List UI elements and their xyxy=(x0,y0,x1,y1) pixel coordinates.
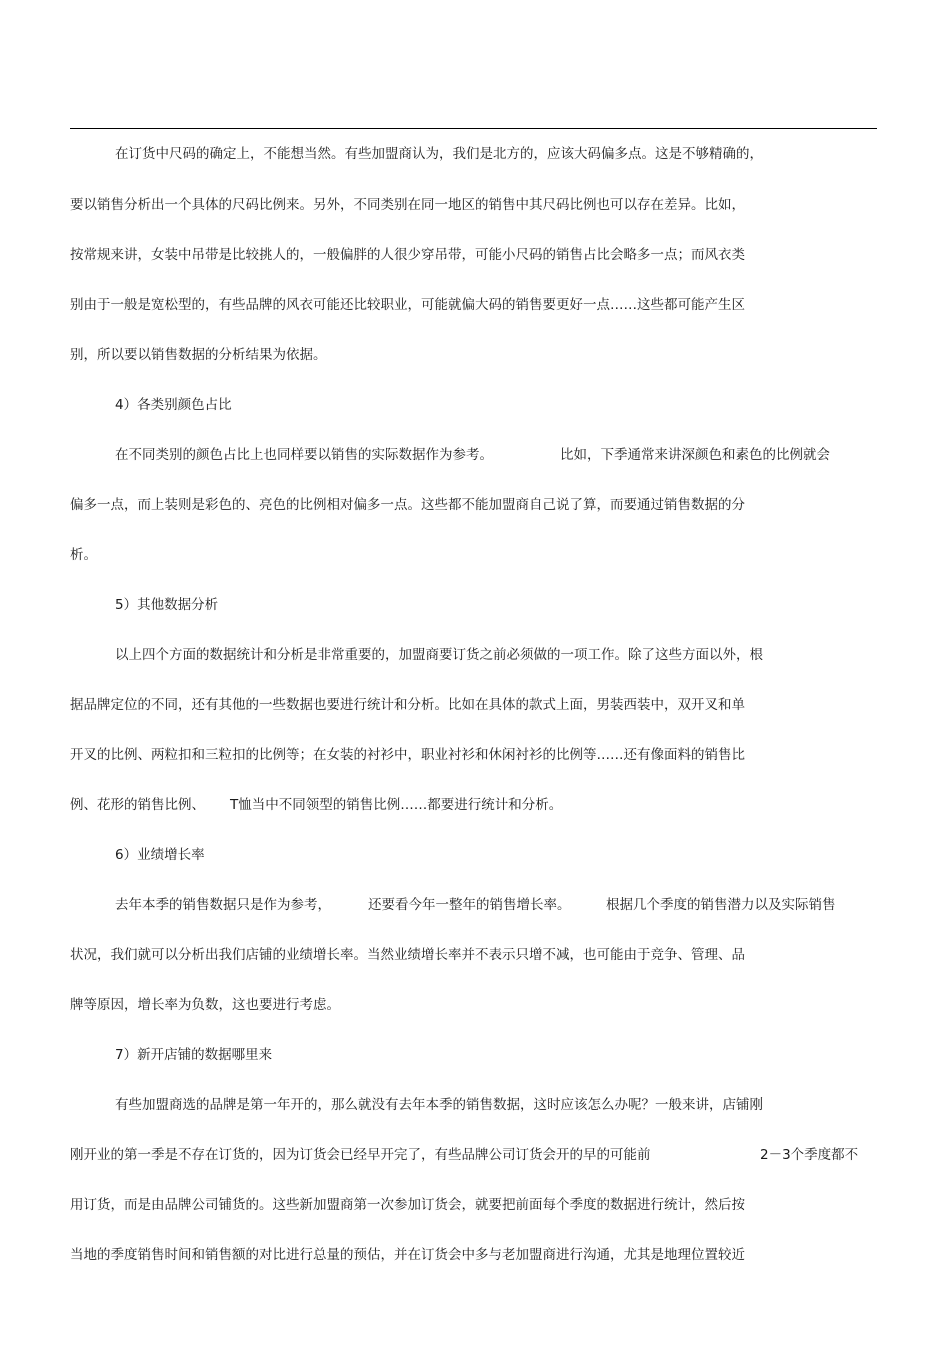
body-line-13-part-1: 去年本季的销售数据只是作为参考， xyxy=(115,897,331,913)
body-line-4: 别由于一般是宽松型的，有些品牌的风衣可能还比较职业，可能就偏大码的销售要更好一点……这些都可能产生区 xyxy=(70,297,745,313)
body-line-10: 据品牌定位的不同，还有其他的一些数据也要进行统计和分析。比如在具体的款式上面，男装西装中，双开叉和单 xyxy=(70,697,745,713)
section-heading-7: 7）新开店铺的数据哪里来 xyxy=(115,1047,273,1063)
body-line-6-part-1: 在不同类别的颜色占比上也同样要以销售的实际数据作为参考。 xyxy=(115,447,493,463)
body-line-12-part-2: T恤当中不同领型的销售比例……都要进行统计和分析。 xyxy=(230,797,563,813)
body-line-14: 状况，我们就可以分析出我们店铺的业绩增长率。当然业绩增长率并不表示只增不减，也可能由于竞争、管理、品 xyxy=(70,947,745,963)
body-line-13-part-2: 还要看今年一整年的销售增长率。 xyxy=(368,897,571,913)
body-line-17-part-1: 刚开业的第一季是不存在订货的，因为订货会已经早开完了，有些品牌公司订货会开的早的可能前 xyxy=(70,1147,651,1163)
body-line-18: 用订货，而是由品牌公司铺货的。这些新加盟商第一次参加订货会，就要把前面每个季度的数据进行统计，然后按 xyxy=(70,1197,745,1213)
body-line-15: 牌等原因，增长率为负数，这也要进行考虑。 xyxy=(70,997,340,1013)
body-line-17-part-2: 2－3个季度都不 xyxy=(760,1147,859,1163)
body-line-3: 按常规来讲，女装中吊带是比较挑人的，一般偏胖的人很少穿吊带，可能小尺码的销售占比会略多一点；而风衣类 xyxy=(70,247,745,263)
body-line-11: 开叉的比例、两粒扣和三粒扣的比例等；在女装的衬衫中，职业衬衫和休闲衬衫的比例等……还有像面料的销售比 xyxy=(70,747,745,763)
body-line-5: 别，所以要以销售数据的分析结果为依据。 xyxy=(70,347,327,363)
body-line-1: 在订货中尺码的确定上，不能想当然。有些加盟商认为，我们是北方的，应该大码偏多点。这是不够精确的， xyxy=(115,146,763,162)
body-line-6-part-2: 比如，下季通常来讲深颜色和素色的比例就会 xyxy=(560,447,830,463)
body-line-19: 当地的季度销售时间和销售额的对比进行总量的预估，并在订货会中多与老加盟商进行沟通，尤其是地理位置较近 xyxy=(70,1247,745,1263)
body-line-12-part-1: 例、花形的销售比例、 xyxy=(70,797,205,813)
body-line-13-part-3: 根据几个季度的销售潜力以及实际销售 xyxy=(606,897,836,913)
body-line-2: 要以销售分析出一个具体的尺码比例来。另外，不同类别在同一地区的销售中其尺码比例也可以存在差异。比如， xyxy=(70,197,745,213)
section-heading-6: 6）业绩增长率 xyxy=(115,847,205,863)
body-line-8: 析。 xyxy=(70,547,97,563)
section-heading-5: 5）其他数据分析 xyxy=(115,597,219,613)
body-line-7: 偏多一点，而上装则是彩色的、亮色的比例相对偏多一点。这些都不能加盟商自己说了算，而要通过销售数据的分 xyxy=(70,497,745,513)
header-rule xyxy=(70,128,877,129)
section-heading-4: 4）各类别颜色占比 xyxy=(115,397,232,413)
body-line-9: 以上四个方面的数据统计和分析是非常重要的，加盟商要订货之前必须做的一项工作。除了这些方面以外，根 xyxy=(115,647,763,663)
body-line-16: 有些加盟商选的品牌是第一年开的，那么就没有去年本季的销售数据，这时应该怎么办呢？一般来讲，店铺刚 xyxy=(115,1097,763,1113)
